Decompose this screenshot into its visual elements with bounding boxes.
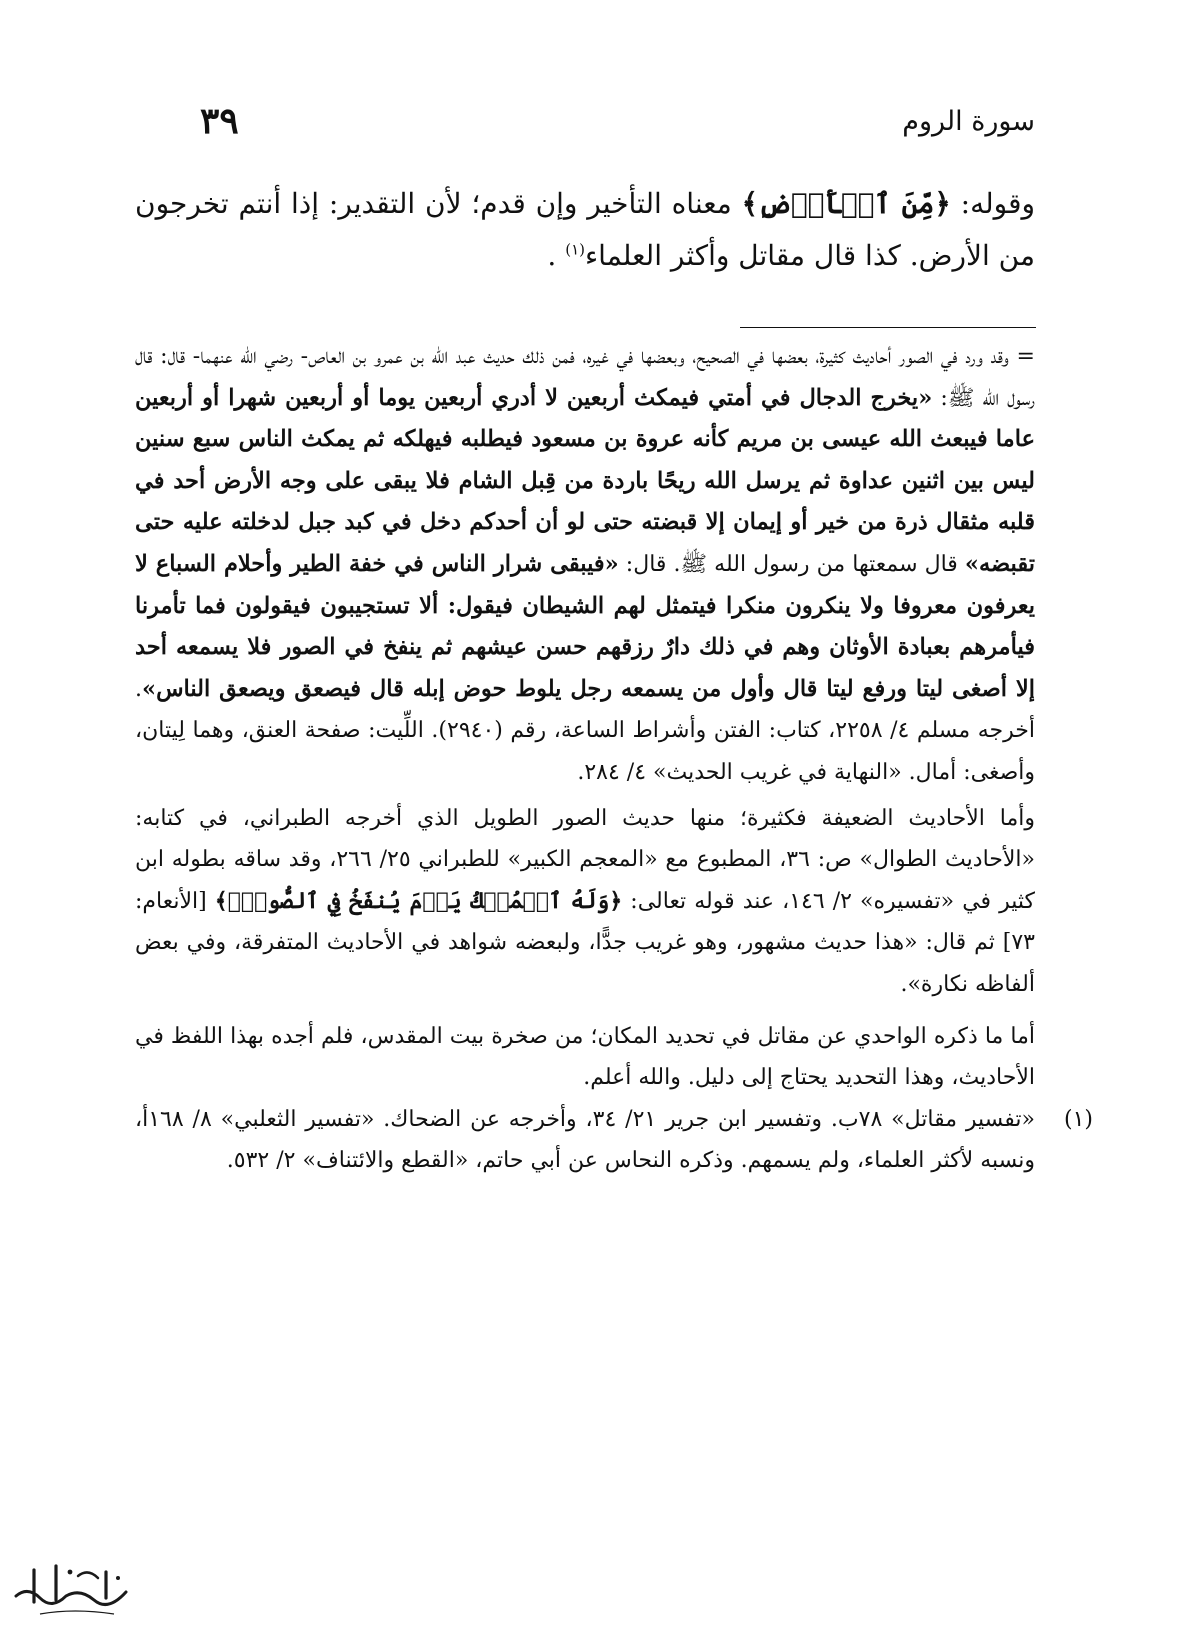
note-middle-text: قال سمعتها من رسول الله ﷺ. قال:: [618, 551, 965, 577]
note-intro-text: = وقد ورد في الصور أحاديث كثيرة، بعضها في الصحيح، وبعضها في غيره، فمن ذلك حديث عبد الله بن عمرو بن العاص- رضي الله عنهما- قال: قال رسول الله ﷺ:: [135, 344, 1035, 411]
hadith-text: «فيبقى شرار الناس في خفة الطير وأحلام السباع لا يعرفون معروفا ولا ينكرون منكرا فيتمثل لهم الشيطان فيقول: ألا تستجيبون فيقولون فما تأمرنا فيأمرهم بعبادة الأوثان وهم في ذلك دارٌ رزقهم حسن عيشهم ثم ينفخ في الصور فلا يسمعه أحد إلا أصغى ليتا ورفع ليتا قال وأول من يسمعه رجل يلوط حوض إبله قال فيصعق ويصعق الناس»: [135, 550, 1035, 702]
page-header: [135, 100, 1035, 160]
publisher-logo: [10, 1558, 138, 1626]
footnote-continuation: [135, 336, 1035, 794]
note-paragraph-text: وأما الأحاديث الضعيفة فكثيرة؛ منها حديث الصور الطويل الذي أخرجه الطبراني، في كتابه: «الأحاديث الطوال» ص: ٣٦، المطبوع مع «المعجم الكبير» للطبراني ٢٥/ ٢٦٦، وقد ساقه بطوله ابن كثير في «تفسيره» ٢/ ١٤٦، عند قوله تعالى:: [135, 805, 1036, 914]
note-paragraph: أما ما ذكره الواحدي عن مقاتل في تحديد المكان؛ من صخرة بيت المقدس، فلم أجده بهذا اللفظ في الأحاديث، وهذا التحديد يحتاج إلى دليل. والله أعلم.: [135, 1023, 1035, 1091]
footnote-separator: [740, 327, 1036, 328]
note-paragraph: [135, 798, 1035, 1006]
page-number: ٣٩: [200, 100, 239, 142]
main-text-end: .: [547, 239, 566, 272]
footnotes-section: [135, 336, 1093, 1182]
main-text-intro: وقوله:: [950, 187, 1036, 220]
footnote-marker: (١): [1063, 1106, 1093, 1132]
surah-title: سورة الروم: [902, 106, 1035, 137]
hadith-text: «يخرج الدجال في أمتي فيمكث أربعين لا أدري أربعين يوما أو أربعين شهرا أو أربعين عاما فيبعث الله عيسى بن مريم كأنه عروة بن مسعود فيطلبه فيهلكه ثم يمكث الناس سبع سنين ليس بين اثنين عداوة ثم يرسل الله ريحًا باردة من قِبل الشام فلا يبقى على وجه الأرض أحد في قلبه مثقال ذرة من خير أو إيمان إلا قبضته حتى لو أن أحدكم دخل في كبد جبل لدخلته عليه حتى تقبضه»: [135, 384, 1035, 577]
quran-quote: ﴿مِّنَ ٱلۡأَرۡضِ﴾: [741, 187, 951, 220]
main-text-body: معناه التأخير وإن قدم؛ لأن التقدير: إذا أنتم تخرجون من الأرض. كذا قال مقاتل وأكثر العلماء: [135, 187, 1035, 272]
footnote-text: «تفسير مقاتل» ٧٨ب. وتفسير ابن جرير ٢١/ ٣٤، وأخرجه عن الضحاك. «تفسير الثعلبي» ٨/ ١٦٨أ، ونسبه لأكثر العلماء، ولم يسمهم. وذكره النحاس عن أبي حاتم، «القطع والائتناف» ٢/ ٥٣٢.: [135, 1106, 1035, 1174]
quran-quote: ﴿وَلَهُ ٱلۡمُلۡكُ يَوۡمَ يُنفَخُ فِي ٱلصُّورِۚ﴾: [214, 887, 623, 914]
footnote-1: [135, 1099, 1093, 1182]
hadith-source: . أخرجه مسلم ٤/ ٢٢٥٨، كتاب: الفتن وأشراط الساعة، رقم (٢٩٤٠). اللِّيت: صفحة العنق، وهما لِيتان، وأصغى: أمال. «النهاية في غريب الحديث» ٤/ ٢٨٤.: [135, 676, 1035, 785]
note-paragraph-text: [الأنعام: ٧٣] ثم قال: «هذا حديث مشهور، وهو غريب جدًّا، ولبعضه شواهد في الأحاديث المتفرقة، وفي بعض ألفاظه نكارة».: [135, 888, 1035, 997]
footnote-reference[interactable]: (١): [565, 240, 585, 259]
main-text: [135, 178, 1035, 282]
